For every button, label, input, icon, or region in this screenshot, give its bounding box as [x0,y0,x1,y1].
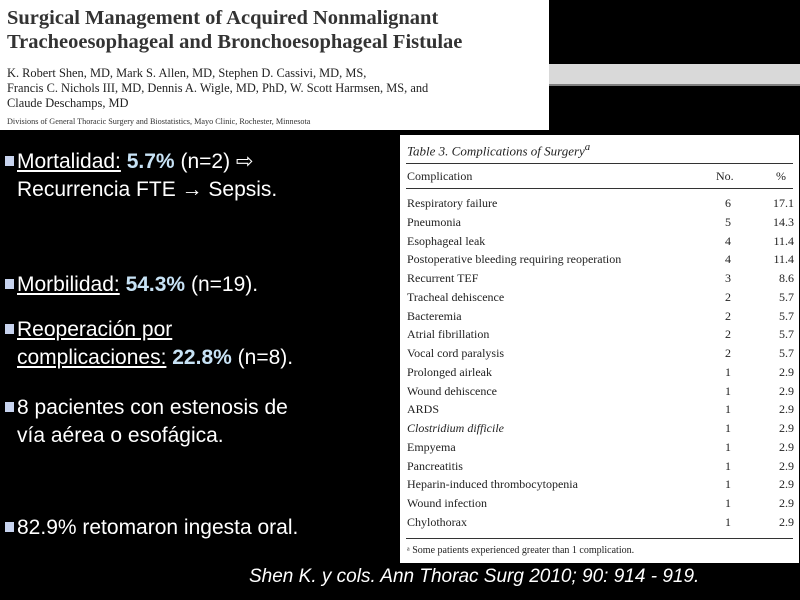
paper-title [7,6,547,54]
table-rule-header [406,188,793,189]
percent-cell: 2.9 [779,421,794,435]
table-row [400,290,799,309]
count-cell: 2 [725,327,731,342]
paper-authors [7,66,547,110]
complication-cell: Bacteremia [407,308,462,323]
count-cell: 2 [725,346,731,360]
table-row [400,309,799,328]
complication-cell: Vocal cord paralysis [407,346,505,360]
table-title-sup: a [584,141,591,153]
count-cell: 1 [725,364,731,379]
complication-cell: Recurrent TEF [407,271,479,285]
percent-cell: 11.4 [773,233,794,248]
bullet-marker [5,324,14,334]
table-row [400,440,799,459]
count-cell: 1 [725,421,731,435]
percent-cell: 2.9 [779,383,794,398]
count-cell: 1 [725,383,731,398]
table-row [400,346,799,365]
table-title: Table 3. Complications of Surgery$^a$ [407,141,591,159]
table-row [400,384,799,403]
table-row [400,252,799,271]
reoperation-label-line-2: complicaciones: [17,346,167,369]
percent-cell: 2.9 [779,439,794,454]
count-cell: 1 [725,477,731,492]
percent-cell: 5.7 [779,308,794,323]
authors-line-1: K. Robert Shen, MD, Mark S. Allen, MD, Stephen D. Cassivi, MD, MS, [7,66,367,80]
table-row [400,421,799,440]
complication-cell: Atrial fibrillation [407,327,490,342]
bullet-marker [5,279,14,289]
table-rule-bottom [406,538,793,539]
count-cell: 6 [725,196,731,210]
authors-line-3: Claude Deschamps, MD [7,95,129,110]
table-row [400,515,799,534]
complication-cell: Chylothorax [407,514,467,529]
table-footnote: ᵃ Some patients experienced greater than 1 complication. [407,545,635,556]
table-row [400,365,799,384]
count-cell: 4 [725,233,731,248]
mortality-cont: Recurrencia FTE → Sepsis. [17,178,278,201]
bullet-marker [5,156,14,166]
count-cell: 2 [725,308,731,323]
mortality-label: Mortalidad: [17,150,121,173]
percent-cell: 11.4 [773,252,794,267]
citation: Shen K. y cols. Ann Thorac Surg 2010; 90: 914 - 919. [249,566,700,587]
count-cell: 1 [725,514,731,529]
percent-cell: 2.9 [779,458,794,473]
table-rule-top [406,163,793,164]
morbidity-value: 54.3% [125,273,186,296]
bullet-marker [5,402,14,412]
count-cell: 4 [725,252,731,267]
paper-title-line-2: Tracheoesophageal and Bronchoesophageal Fistulae [7,31,463,53]
reoperation-label-line-1: Reoperación por [17,318,173,341]
header-complication: Complication [407,169,473,183]
complication-cell: Empyema [407,439,456,454]
table-row [400,215,799,234]
paper-header [0,0,549,130]
stenosis-line-2: vía aérea o esofágica. [17,424,224,447]
mortality-value: 5.7% [126,150,175,173]
percent-cell: 8.6 [779,271,794,285]
percent-cell: 2.9 [779,477,794,492]
complication-cell: ARDS [407,402,440,417]
complications-table [400,135,799,563]
count-cell: 1 [725,402,731,417]
paper-title-line-1: Surgical Management of Acquired Nonmalignant [7,7,439,29]
header-band [549,64,800,84]
table-row [400,271,799,290]
header-no: No. [716,169,734,183]
table-row [400,234,799,253]
complication-cell: Wound dehiscence [407,383,497,398]
count-cell: 1 [725,439,731,454]
percent-cell: 17.1 [773,196,794,210]
stenosis-line-1: 8 pacientes con estenosis de [17,396,288,419]
count-cell: 1 [725,458,731,473]
oral-intake-text: 82.9% retomaron ingesta oral. [17,516,299,539]
header-band-line [549,84,800,86]
complication-cell: Tracheal dehiscence [407,289,505,304]
table-row [400,327,799,346]
complication-cell: Pancreatitis [407,458,463,473]
complication-cell: Pneumonia [407,214,461,229]
mortality-count: (n=2) ⇨ [180,150,254,173]
table-row [400,402,799,421]
percent-cell: 5.7 [779,289,794,304]
bullet-marker [5,522,14,532]
morbidity-count: (n=19). [190,273,259,296]
header-pct: % [776,169,786,183]
count-cell: 5 [725,214,731,229]
count-cell: 3 [725,271,731,285]
complication-cell: Respiratory failure [407,196,498,210]
count-cell: 2 [725,289,731,304]
table-row [400,477,799,496]
percent-cell: 5.7 [779,346,794,360]
reoperation-count: (n=8). [237,346,294,369]
complication-cell: Prolonged airleak [407,364,492,379]
complication-cell: Clostridium difficile [407,421,505,435]
percent-cell: 14.3 [773,214,794,229]
count-cell: 1 [725,496,731,510]
percent-cell: 2.9 [779,514,794,529]
percent-cell: 5.7 [779,327,794,342]
complication-cell: Postoperative bleeding requiring reoperation [407,252,622,267]
reoperation-value: 22.8% [172,346,232,369]
percent-cell: 2.9 [779,402,794,417]
authors-line-2: Francis C. Nichols III, MD, Dennis A. Wigle, MD, PhD, W. Scott Harmsen, MS, and [7,80,429,95]
morbidity-label: Morbilidad: [17,273,120,296]
table-row [400,459,799,478]
table-row [400,496,799,515]
percent-cell: 2.9 [779,364,794,379]
paper-affiliation: Divisions of General Thoracic Surgery and Biostatistics, Mayo Clinic, Rochester, Minnesota [7,117,311,126]
percent-cell: 2.9 [779,496,794,510]
table-row [400,196,799,215]
complication-cell: Heparin-induced thrombocytopenia [407,477,578,492]
complication-cell: Esophageal leak [407,233,486,248]
complication-cell: Wound infection [407,496,488,510]
